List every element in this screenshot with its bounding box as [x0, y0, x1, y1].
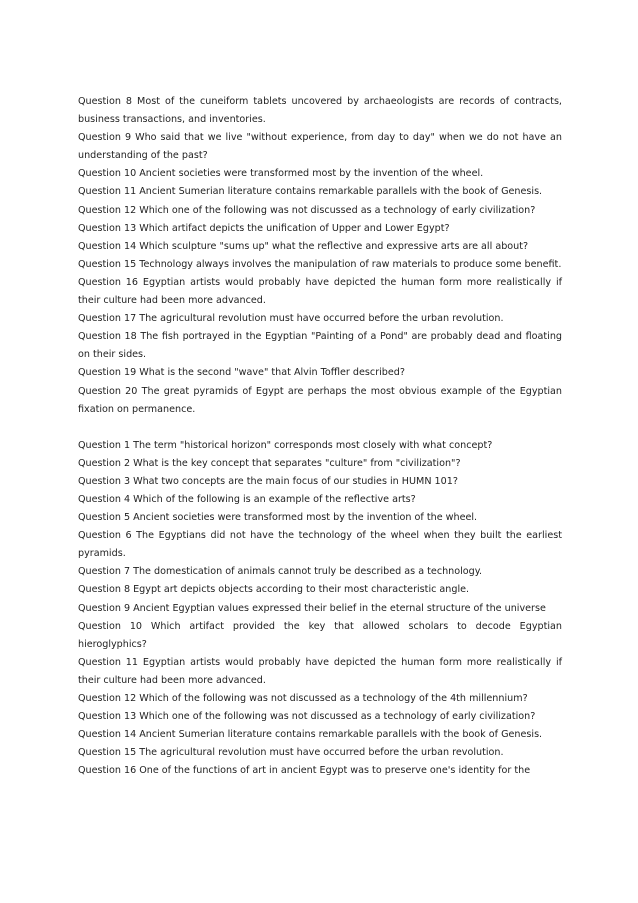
question-a-12: Question 12 Which one of the following was not discussed as a technology of early civilization? — [78, 204, 536, 216]
question-a-13: Question 13 Which artifact depicts the unification of Upper and Lower Egypt? — [78, 222, 450, 234]
question-a-11: Question 11 Ancient Sumerian literature contains remarkable parallels with the book of Genesis. — [78, 186, 543, 198]
question-a-19: Question 19 What is the second "wave" that Alvin Toffler described? — [78, 367, 405, 379]
question-a-20: Question 20 The great pyramids of Egypt are perhaps the most obvious example of the Egyptian fixation on permanence. — [78, 385, 562, 415]
question-a-9: Question 9 Who said that we live "without experience, from day to day" when we do not have an understanding of the past? — [78, 132, 562, 162]
question-a-14: Question 14 Which sculpture "sums up" what the reflective and expressive arts are all about? — [78, 240, 529, 252]
section-gap — [78, 419, 562, 437]
question-list — [78, 93, 562, 780]
question-b-14: Question 14 Ancient Sumerian literature contains remarkable parallels with the book of Genesis. — [78, 729, 543, 741]
question-b-7: Question 7 The domestication of animals cannot truly be described as a technology. — [78, 566, 483, 578]
question-b-11: Question 11 Egyptian artists would probably have depicted the human form more realistically if their culture had been more advanced. — [78, 656, 562, 686]
question-b-10: Question 10 Which artifact provided the key that allowed scholars to decode Egyptian hieroglyphics? — [78, 620, 562, 650]
question-b-15: Question 15 The agricultural revolution must have occurred before the urban revolution. — [78, 747, 504, 759]
question-b-3: Question 3 What two concepts are the main focus of our studies in HUMN 101? — [78, 475, 458, 487]
question-a-18: Question 18 The fish portrayed in the Egyptian "Painting of a Pond" are probably dead and floating on their sides. — [78, 331, 562, 361]
question-a-15: Question 15 Technology always involves the manipulation of raw materials to produce some benefit. — [78, 258, 562, 270]
question-a-10: Question 10 Ancient societies were transformed most by the invention of the wheel. — [78, 168, 484, 180]
question-a-16: Question 16 Egyptian artists would probably have depicted the human form more realistically if their culture had been more advanced. — [78, 276, 562, 307]
question-b-6: Question 6 The Egyptians did not have the technology of the wheel when they built the earliest pyramids. — [78, 530, 562, 560]
question-b-8: Question 8 Egypt art depicts objects according to their most characteristic angle. — [78, 584, 470, 596]
question-b-4: Question 4 Which of the following is an example of the reflective arts? — [78, 493, 416, 505]
question-b-16: Question 16 One of the functions of art in ancient Egypt was to preserve one's identity for the — [78, 765, 531, 777]
question-b-9: Question 9 Ancient Egyptian values expressed their belief in the eternal structure of the universe — [78, 602, 546, 614]
question-b-2: Question 2 What is the key concept that separates "culture" from "civilization"? — [78, 457, 461, 469]
question-a-8: Question 8 Most of the cuneiform tablets uncovered by archaeologists are records of contracts, business transactions, and inventories. — [78, 96, 562, 126]
question-b-12: Question 12 Which of the following was not discussed as a technology of the 4th millennium? — [78, 693, 528, 704]
question-b-5: Question 5 Ancient societies were transformed most by the invention of the wheel. — [78, 512, 478, 524]
question-a-17: Question 17 The agricultural revolution must have occurred before the urban revolution. — [78, 313, 504, 325]
question-b-1: Question 1 The term "historical horizon" corresponds most closely with what concept? — [78, 439, 493, 451]
question-b-13: Question 13 Which one of the following was not discussed as a technology of early civilization? — [78, 711, 536, 723]
